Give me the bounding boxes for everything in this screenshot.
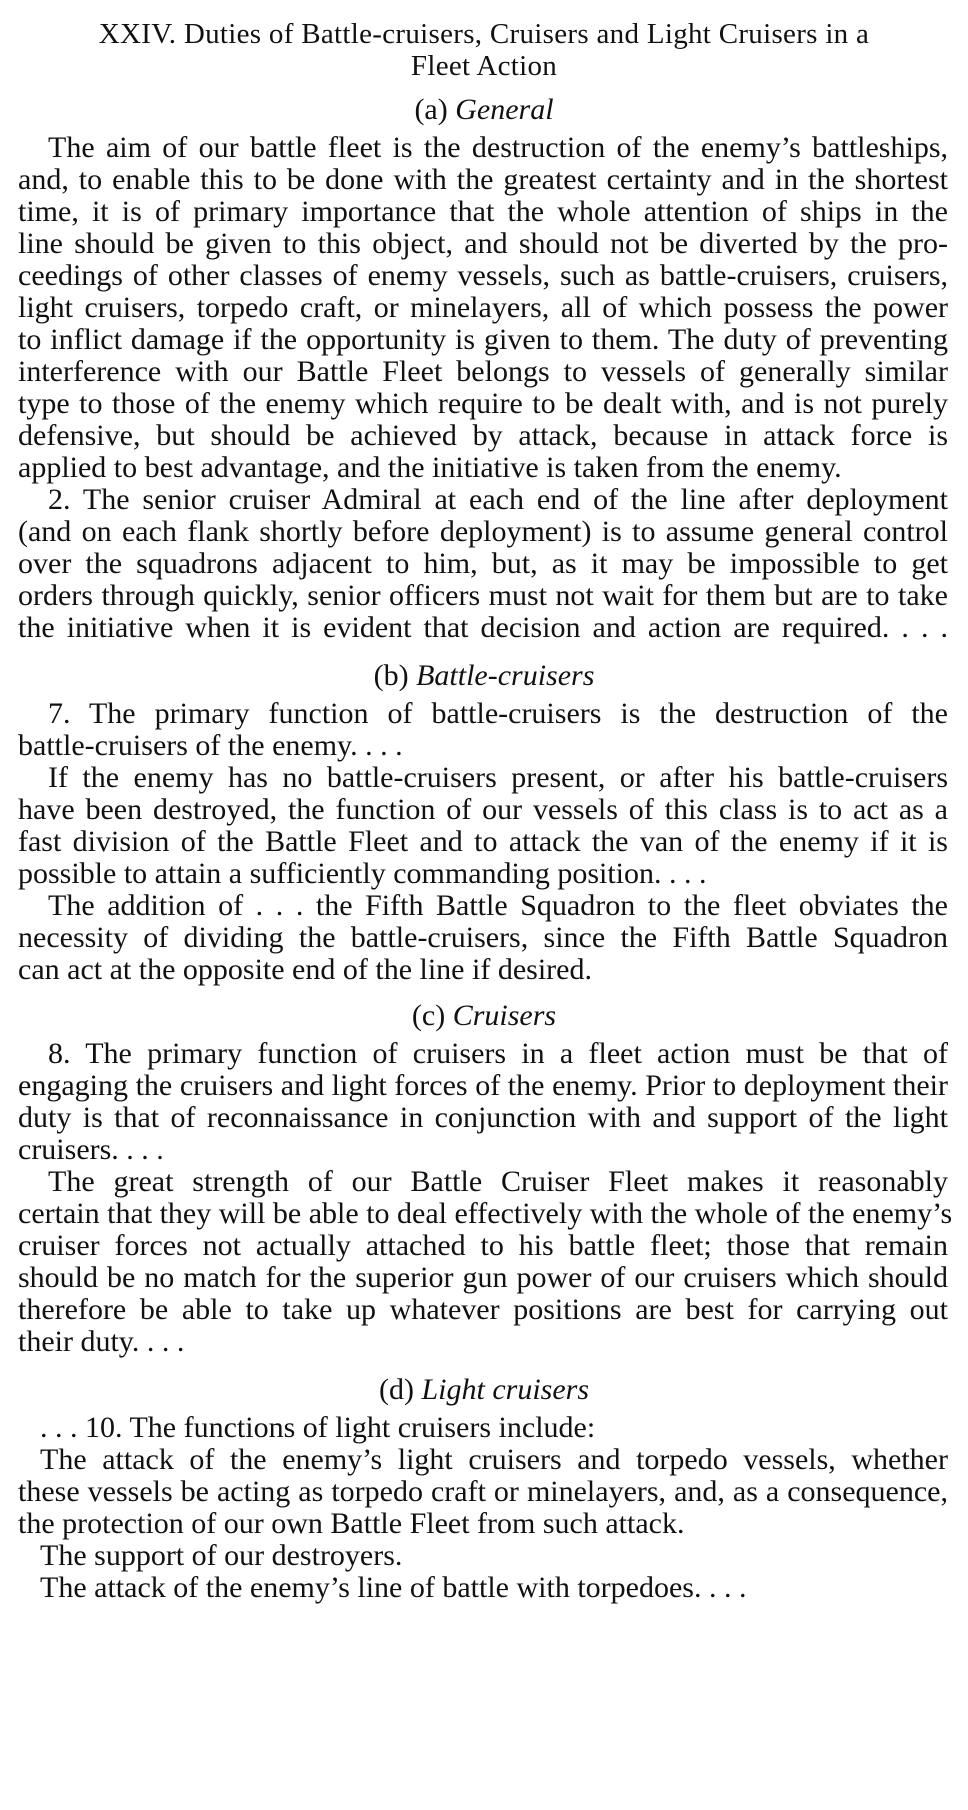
paragraph-line: battle-cruisers of the enemy. . . . — [18, 729, 403, 762]
paragraph-line: time, it is of primary importance that the whole attention of ships in the — [18, 195, 948, 228]
section-label: (d) — [378, 1373, 414, 1406]
section-label: (a) — [414, 93, 448, 126]
section-heading-light-cruisers — [0, 1372, 968, 1408]
paragraph-line: 8. The primary function of cruisers in a fleet action must be that of — [48, 1037, 948, 1070]
paragraph-line: orders through quickly, senior officers must not wait for them but are to take — [18, 579, 948, 612]
paragraph-line: duty is that of reconnaissance in conjunction with and support of the light — [18, 1101, 948, 1134]
section-heading-general — [0, 92, 968, 128]
section-label: (c) — [411, 999, 446, 1032]
section-label: (b) — [373, 659, 409, 692]
paragraph-line: over the squadrons adjacent to him, but, as it may be impossible to get — [18, 547, 948, 580]
paragraph-line: the protection of our own Battle Fleet from such attack. — [18, 1507, 685, 1540]
paragraph-line: applied to best advantage, and the initiative is taken from the enemy. — [18, 451, 842, 484]
paragraph-line: these vessels be acting as torpedo craft or minelayers, and, as a consequence, — [18, 1475, 948, 1508]
section-heading-cruisers — [0, 998, 968, 1034]
paragraph-line: The aim of our battle fleet is the destruction of the enemy’s battleships, — [48, 131, 948, 164]
section-heading-battle-cruisers — [0, 658, 968, 694]
paragraph-line: the initiative when it is evident that decision and action are required. . . . — [18, 611, 948, 644]
chapter-title-text-2: Fleet Action — [410, 50, 558, 82]
section-name: General — [455, 93, 554, 126]
paragraph-line: certain that they will be able to deal effectively with the whole of the enemy’s — [18, 1197, 953, 1230]
paragraph-line: The addition of . . . the Fifth Battle Squadron to the fleet obviates the — [48, 889, 948, 922]
paragraph-line: type to those of the enemy which require to be dealt with, and is not purely — [18, 387, 948, 420]
paragraph-line: fast division of the Battle Fleet and to attack the van of the enemy if it is — [18, 825, 948, 858]
paragraph-line: interference with our Battle Fleet belongs to vessels of generally similar — [18, 355, 948, 388]
paragraph-line: If the enemy has no battle-cruisers present, or after his battle-cruisers — [48, 761, 948, 794]
section-name: Cruisers — [452, 999, 557, 1032]
paragraph-line: have been destroyed, the function of our vessels of this class is to act as a — [18, 793, 948, 826]
paragraph-line: possible to attain a sufficiently commanding position. . . . — [18, 857, 707, 890]
paragraph-line: The great strength of our Battle Cruiser Fleet makes it reasonably — [48, 1165, 948, 1198]
chapter-title-line-2 — [0, 48, 968, 84]
paragraph-line: 2. The senior cruiser Admiral at each end of the line after deployment — [48, 483, 948, 516]
chapter-title-text: XXIV. Duties of Battle-cruisers, Cruisers and Light Cruisers in a — [98, 18, 870, 50]
paragraph-line: (and on each flank shortly before deployment) is to assume general control — [18, 515, 948, 548]
paragraph-line: defensive, but should be achieved by attack, because in attack force is — [18, 419, 948, 452]
paragraph-line: cruiser forces not actually attached to his battle fleet; those that remain — [18, 1229, 948, 1262]
paragraph-line: can act at the opposite end of the line if desired. — [18, 953, 592, 986]
paragraph-line: their duty. . . . — [18, 1325, 185, 1358]
paragraph-line: 7. The primary function of battle-cruisers is the destruction of the — [48, 697, 948, 730]
paragraph-line: therefore be able to take up whatever positions are best for carrying out — [18, 1293, 948, 1326]
paragraph-line: The support of our destroyers. — [40, 1539, 403, 1572]
section-name: Battle-cruisers — [416, 659, 595, 692]
paragraph-line: . . . 10. The functions of light cruisers include: — [40, 1411, 596, 1444]
paragraph-line: engaging the cruisers and light forces of the enemy. Prior to deployment their — [18, 1069, 948, 1102]
chapter-title-line-1 — [0, 16, 968, 52]
paragraph-line: necessity of dividing the battle-cruisers, since the Fifth Battle Squadron — [18, 921, 948, 954]
paragraph-line: ceedings of other classes of enemy vessels, such as battle-cruisers, cruisers, — [18, 259, 948, 292]
section-name: Light cruisers — [421, 1373, 589, 1406]
paragraph-line: light cruisers, torpedo craft, or minelayers, all of which possess the power — [18, 291, 948, 324]
paragraph-line: The attack of the enemy’s light cruisers and torpedo vessels, whether — [40, 1443, 948, 1476]
paragraph-line: The attack of the enemy’s line of battle with torpedoes. . . . — [40, 1571, 747, 1604]
paragraph-line: and, to enable this to be done with the greatest certainty and in the shortest — [18, 163, 948, 196]
paragraph-line: to inflict damage if the opportunity is given to them. The duty of preventing — [18, 323, 948, 356]
paragraph-line: line should be given to this object, and should not be diverted by the pro- — [18, 227, 948, 260]
paragraph-line: cruisers. . . . — [18, 1133, 164, 1166]
paragraph-line: should be no match for the superior gun power of our cruisers which should — [18, 1261, 948, 1294]
